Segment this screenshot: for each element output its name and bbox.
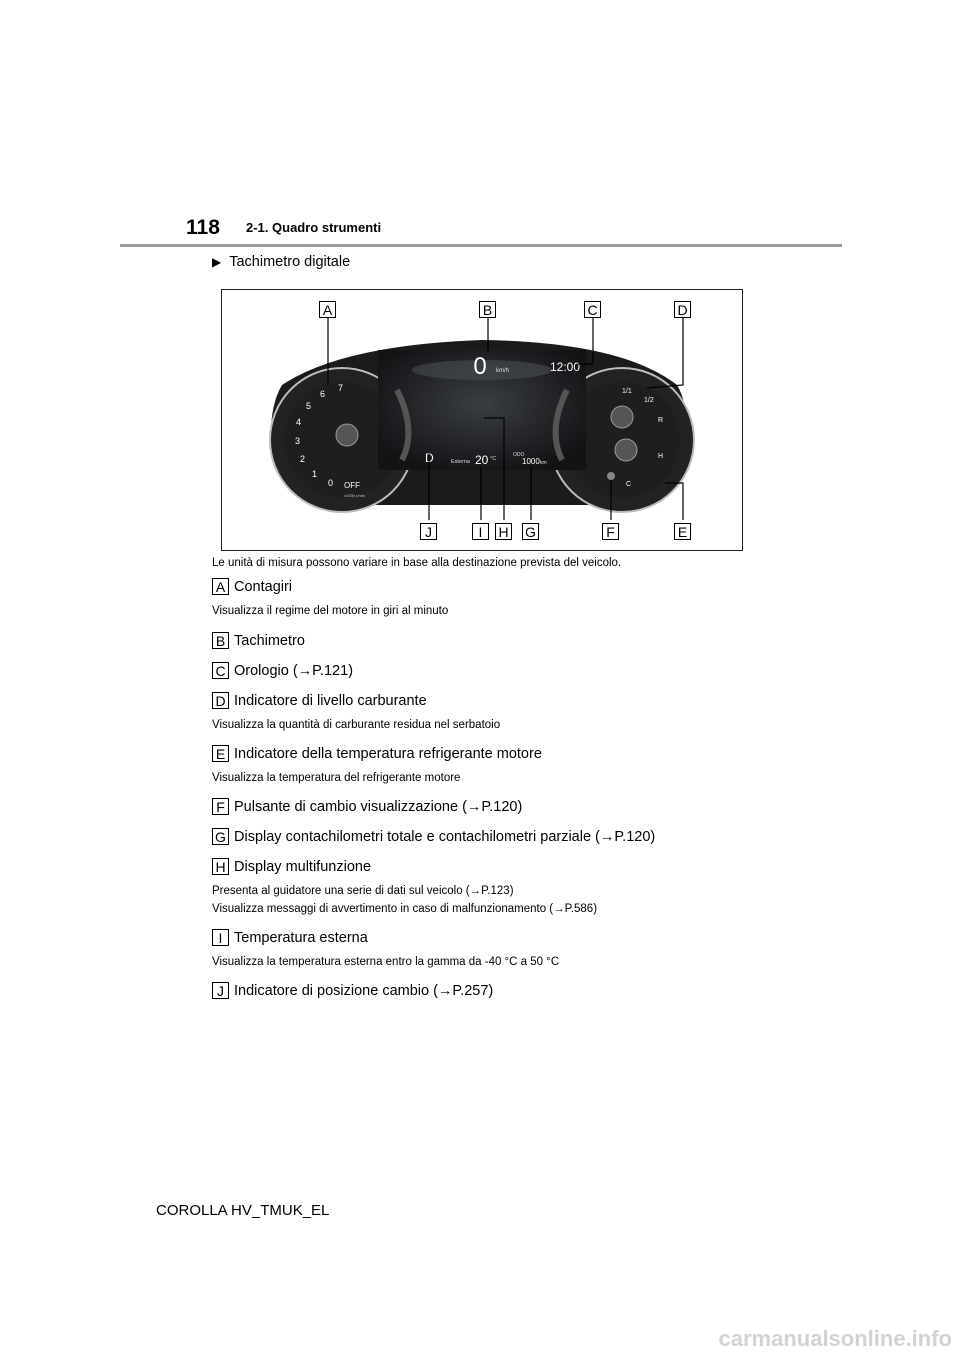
legend-title: Indicatore di livello carburante	[234, 692, 427, 709]
gear-indicator: D	[425, 451, 434, 465]
odo-value: 1000	[522, 457, 540, 466]
legend-item	[212, 576, 852, 620]
legend-item	[212, 796, 852, 817]
legend-title: Temperatura esterna	[234, 929, 368, 946]
legend-letter: J	[212, 982, 229, 999]
temp-hot-label: H	[658, 453, 664, 460]
legend-letter: A	[212, 578, 229, 595]
figure-caption: Le unità di misura possono variare in base alla destinazione prevista del veicolo.	[212, 557, 622, 569]
fuel-half-label: 1/2	[644, 397, 654, 404]
legend-letter: H	[212, 858, 229, 875]
clock-display: 12:00	[550, 360, 581, 374]
legend-title: Display multifunzione	[234, 858, 372, 875]
legend-item	[212, 826, 852, 847]
display-change-button	[607, 472, 615, 480]
legend-desc: Visualizza la temperatura del refrigerante motore	[212, 772, 461, 784]
outside-temp: 20	[475, 453, 489, 467]
callout-g: G	[522, 523, 539, 540]
callout-f: F	[602, 523, 619, 540]
header-rule	[120, 244, 842, 247]
callout-i: I	[472, 523, 489, 540]
legend-title: Indicatore di posizione cambio (→P.257)	[234, 982, 494, 999]
watermark[interactable]: carmanualsonline.info	[718, 1326, 952, 1351]
outside-label: Esterna	[451, 459, 470, 465]
fuel-full-label: 1/1	[622, 388, 632, 395]
legend-desc: Visualizza la temperatura esterna entro la gamma da -40 °C a 50 °C	[212, 956, 560, 968]
legend-letter: F	[212, 798, 229, 815]
tach-number: 2	[300, 454, 306, 464]
outside-unit: °C	[490, 456, 497, 462]
tach-number: 1	[312, 469, 318, 479]
legend-title: Orologio (→P.121)	[234, 662, 354, 679]
legend-desc: Presenta al guidatore una serie di dati sul veicolo (→P.123)	[212, 885, 514, 897]
legend-letter: B	[212, 632, 229, 649]
legend-letter: I	[212, 929, 229, 946]
tach-off-label: OFF	[344, 481, 360, 490]
legend-desc: Visualizza messaggi di avvertimento in caso di malfunzionamento (→P.586)	[212, 903, 598, 915]
fuel-knob	[611, 406, 633, 428]
speed-value: 0	[473, 353, 487, 380]
legend-list	[212, 576, 852, 1001]
legend-letter: D	[212, 692, 229, 709]
tach-number: 3	[295, 436, 301, 446]
legend-item	[212, 630, 852, 651]
odo-label: ODO	[513, 452, 525, 458]
legend-title: Indicatore della temperatura refrigerante motore	[234, 745, 542, 762]
legend-item	[212, 927, 852, 971]
tach-number: 5	[306, 401, 312, 411]
legend-item	[212, 690, 852, 734]
fuel-reset-label: R	[658, 417, 664, 424]
legend-title: Pulsante di cambio visualizzazione (→P.120)	[234, 798, 523, 815]
tach-number: 6	[320, 389, 326, 399]
tach-number: 0	[328, 478, 334, 488]
legend-desc: Visualizza il regime del motore in giri al minuto	[212, 605, 449, 617]
legend-title: Contagiri	[234, 578, 293, 595]
instrument-cluster-figure	[221, 289, 743, 551]
tach-number: 7	[338, 383, 344, 393]
legend-item	[212, 856, 852, 918]
temp-knob	[615, 439, 637, 461]
temp-cold-label: C	[626, 481, 632, 488]
callout-h: H	[495, 523, 512, 540]
callout-j: J	[420, 523, 437, 540]
cluster-illustration	[222, 290, 742, 550]
tach-scale-label: x1000 r/min	[344, 493, 365, 498]
legend-desc: Visualizza la quantità di carburante residua nel serbatoio	[212, 719, 501, 731]
legend-item	[212, 743, 852, 787]
legend-letter: C	[212, 662, 229, 679]
legend-item	[212, 980, 852, 1001]
callout-d: D	[674, 301, 691, 318]
legend-letter: G	[212, 828, 229, 845]
subsection-title: Tachimetro digitale	[229, 254, 351, 270]
tach-number: 4	[296, 417, 302, 427]
section-title: 2-1. Quadro strumenti	[246, 220, 382, 235]
triangle-arrow-icon: ▶	[212, 255, 222, 269]
odo-unit: km	[540, 460, 547, 466]
callout-e: E	[674, 523, 691, 540]
page-number: 118	[186, 216, 220, 239]
speed-unit: km/h	[496, 368, 510, 374]
callout-b: B	[479, 301, 496, 318]
tachometer-knob	[336, 424, 358, 446]
callout-c: C	[584, 301, 601, 318]
legend-item	[212, 660, 852, 681]
subsection-heading	[212, 254, 350, 270]
callout-a: A	[319, 301, 336, 318]
footer-model-code: COROLLA HV_TMUK_EL	[156, 1202, 330, 1219]
legend-title: Display contachilometri totale e contachilometri parziale (→P.120)	[234, 828, 656, 845]
legend-title: Tachimetro	[234, 632, 305, 649]
legend-letter: E	[212, 745, 229, 762]
